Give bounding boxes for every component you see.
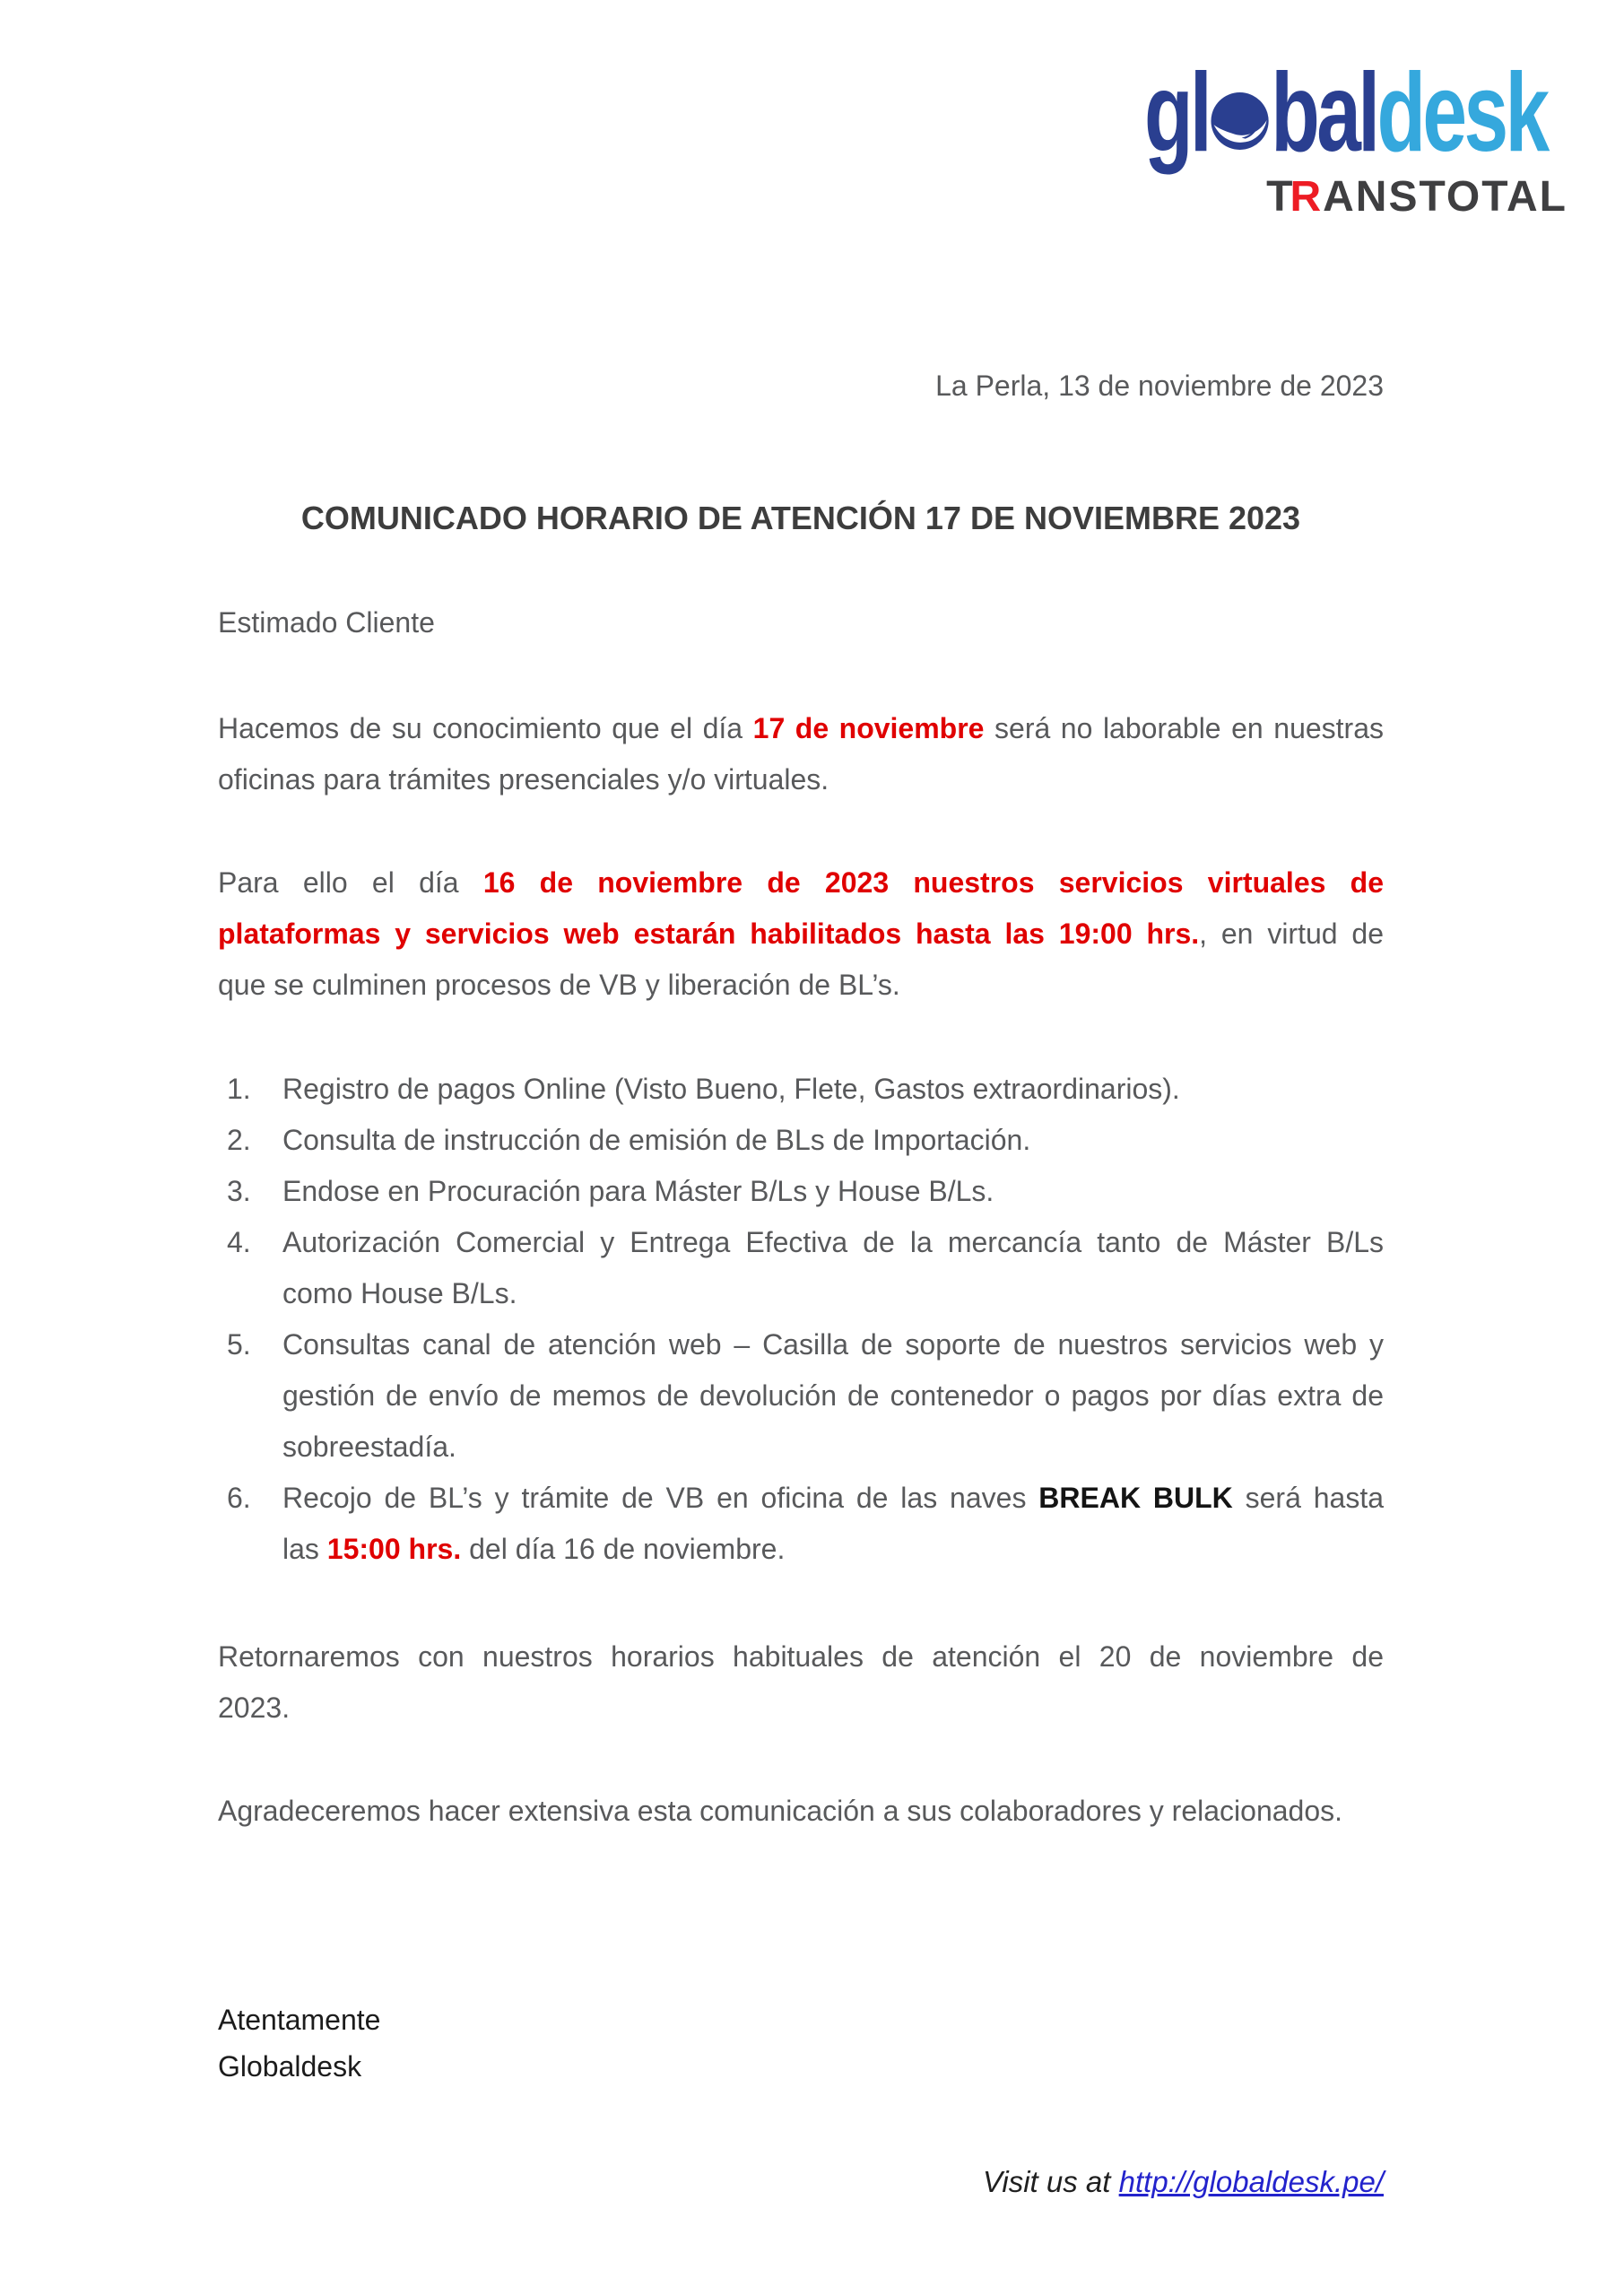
footer-link[interactable]: http://globaldesk.pe/	[1118, 2165, 1384, 2198]
list-item	[218, 1217, 1384, 1319]
text-segment: Hacemos de su conocimiento que el día	[218, 712, 753, 744]
list-item-text: Consulta de instrucción de emisión de BLs de Importación.	[282, 1124, 1031, 1156]
company-logo	[1144, 51, 1575, 221]
list-number: 4.	[227, 1226, 251, 1258]
text-segment: oficinas para trámites presenciales y/o virtuales.	[218, 763, 829, 796]
highlight-date-16nov: 16 de noviembre de 2023 nuestros servicios virtuales de	[482, 866, 1385, 899]
signature-block	[218, 1996, 1384, 2090]
list-item-text: Autorización Comercial y Entrega Efectiva de la mercancía tanto de Máster B/Ls	[282, 1226, 1384, 1258]
list-item	[218, 1473, 1384, 1575]
list-item	[218, 1064, 1384, 1115]
paragraph-line	[218, 754, 1384, 805]
list-item-text: Endose en Procuración para Máster B/Ls y House B/Ls.	[282, 1175, 994, 1207]
text-segment: Recojo de BL’s y trámite de VB en oficina de las naves	[282, 1482, 1039, 1514]
list-item	[218, 1166, 1384, 1217]
paragraph-line: 2023.	[218, 1692, 291, 1724]
logo-transtotal	[1144, 172, 1568, 222]
highlight-break-bulk: BREAK BULK	[1038, 1482, 1233, 1514]
logo-sub-r: R	[1290, 173, 1324, 221]
list-item-text: gestión de envío de memos de devolución de contenedor o pagos por días extra de	[282, 1379, 1384, 1412]
text-segment: las	[282, 1533, 327, 1565]
list-item-text: sobreestadía.	[282, 1431, 456, 1463]
highlight-hours-19: plataformas y servicios web estarán habilitados hasta las 19:00 hrs.	[218, 918, 1200, 950]
paragraph-services	[218, 857, 1384, 1011]
paragraph-line	[218, 909, 1384, 960]
signature-closing: Atentamente	[218, 2004, 381, 2036]
paragraph-line	[218, 857, 1384, 909]
logo-text-desk: desk	[1376, 51, 1547, 175]
text-segment: del día 16 de noviembre.	[461, 1533, 786, 1565]
document-title: COMUNICADO HORARIO DE ATENCIÓN 17 DE NOVIEMBRE 2023	[300, 500, 1301, 536]
list-item-text	[282, 1473, 1384, 1524]
footer-text: Visit us at	[982, 2165, 1119, 2198]
list-item-text: Registro de pagos Online (Visto Bueno, Flete, Gastos extraordinarios).	[282, 1073, 1180, 1105]
logo-globaldesk	[1144, 51, 1547, 175]
paragraph-line: Retornaremos con nuestros horarios habituales de atención el 20 de noviembre de	[218, 1640, 1384, 1673]
text-segment: Para ello el día	[218, 866, 483, 899]
list-item-text: Consultas canal de atención web – Casilla de soporte de nuestros servicios web y	[282, 1328, 1384, 1361]
logo-sub-rest: ANSTOTAL	[1323, 173, 1568, 221]
list-number: 2.	[227, 1124, 251, 1156]
list-item-text: como House B/Ls.	[282, 1277, 517, 1309]
list-item-text	[282, 1524, 1384, 1575]
paragraph-line	[218, 703, 1384, 754]
logo-text-gl: gl	[1144, 51, 1210, 175]
logo-text-bal: bal	[1271, 51, 1377, 175]
text-segment: será no laborable en nuestras	[984, 712, 1385, 744]
logo-sub-t: T	[1266, 173, 1295, 221]
list-number: 6.	[227, 1482, 251, 1514]
highlight-date-17nov: 17 de noviembre	[752, 712, 985, 744]
greeting: Estimado Cliente	[218, 606, 435, 639]
text-segment: que se culminen procesos de VB y liberación de BL’s.	[218, 969, 900, 1001]
list-number: 1.	[227, 1073, 251, 1105]
list-number: 3.	[227, 1175, 251, 1207]
text-segment: , en virtud de	[1199, 918, 1384, 950]
list-item	[218, 1319, 1384, 1473]
list-number: 5.	[227, 1328, 251, 1361]
paragraph-thanks: Agradeceremos hacer extensiva esta comunicación a sus colaboradores y relacionados.	[218, 1795, 1343, 1827]
text-segment: será hasta	[1232, 1482, 1385, 1514]
highlight-hours-15: 15:00 hrs.	[326, 1533, 462, 1565]
services-list	[218, 1064, 1384, 1575]
list-item	[218, 1115, 1384, 1166]
signature-company: Globaldesk	[218, 2050, 362, 2083]
footer	[218, 2160, 1384, 2205]
paragraph-return	[218, 1631, 1384, 1734]
date-line: La Perla, 13 de noviembre de 2023	[935, 370, 1384, 402]
paragraph-notice	[218, 703, 1384, 805]
globe-icon	[1211, 57, 1270, 117]
paragraph-line	[218, 960, 1384, 1011]
